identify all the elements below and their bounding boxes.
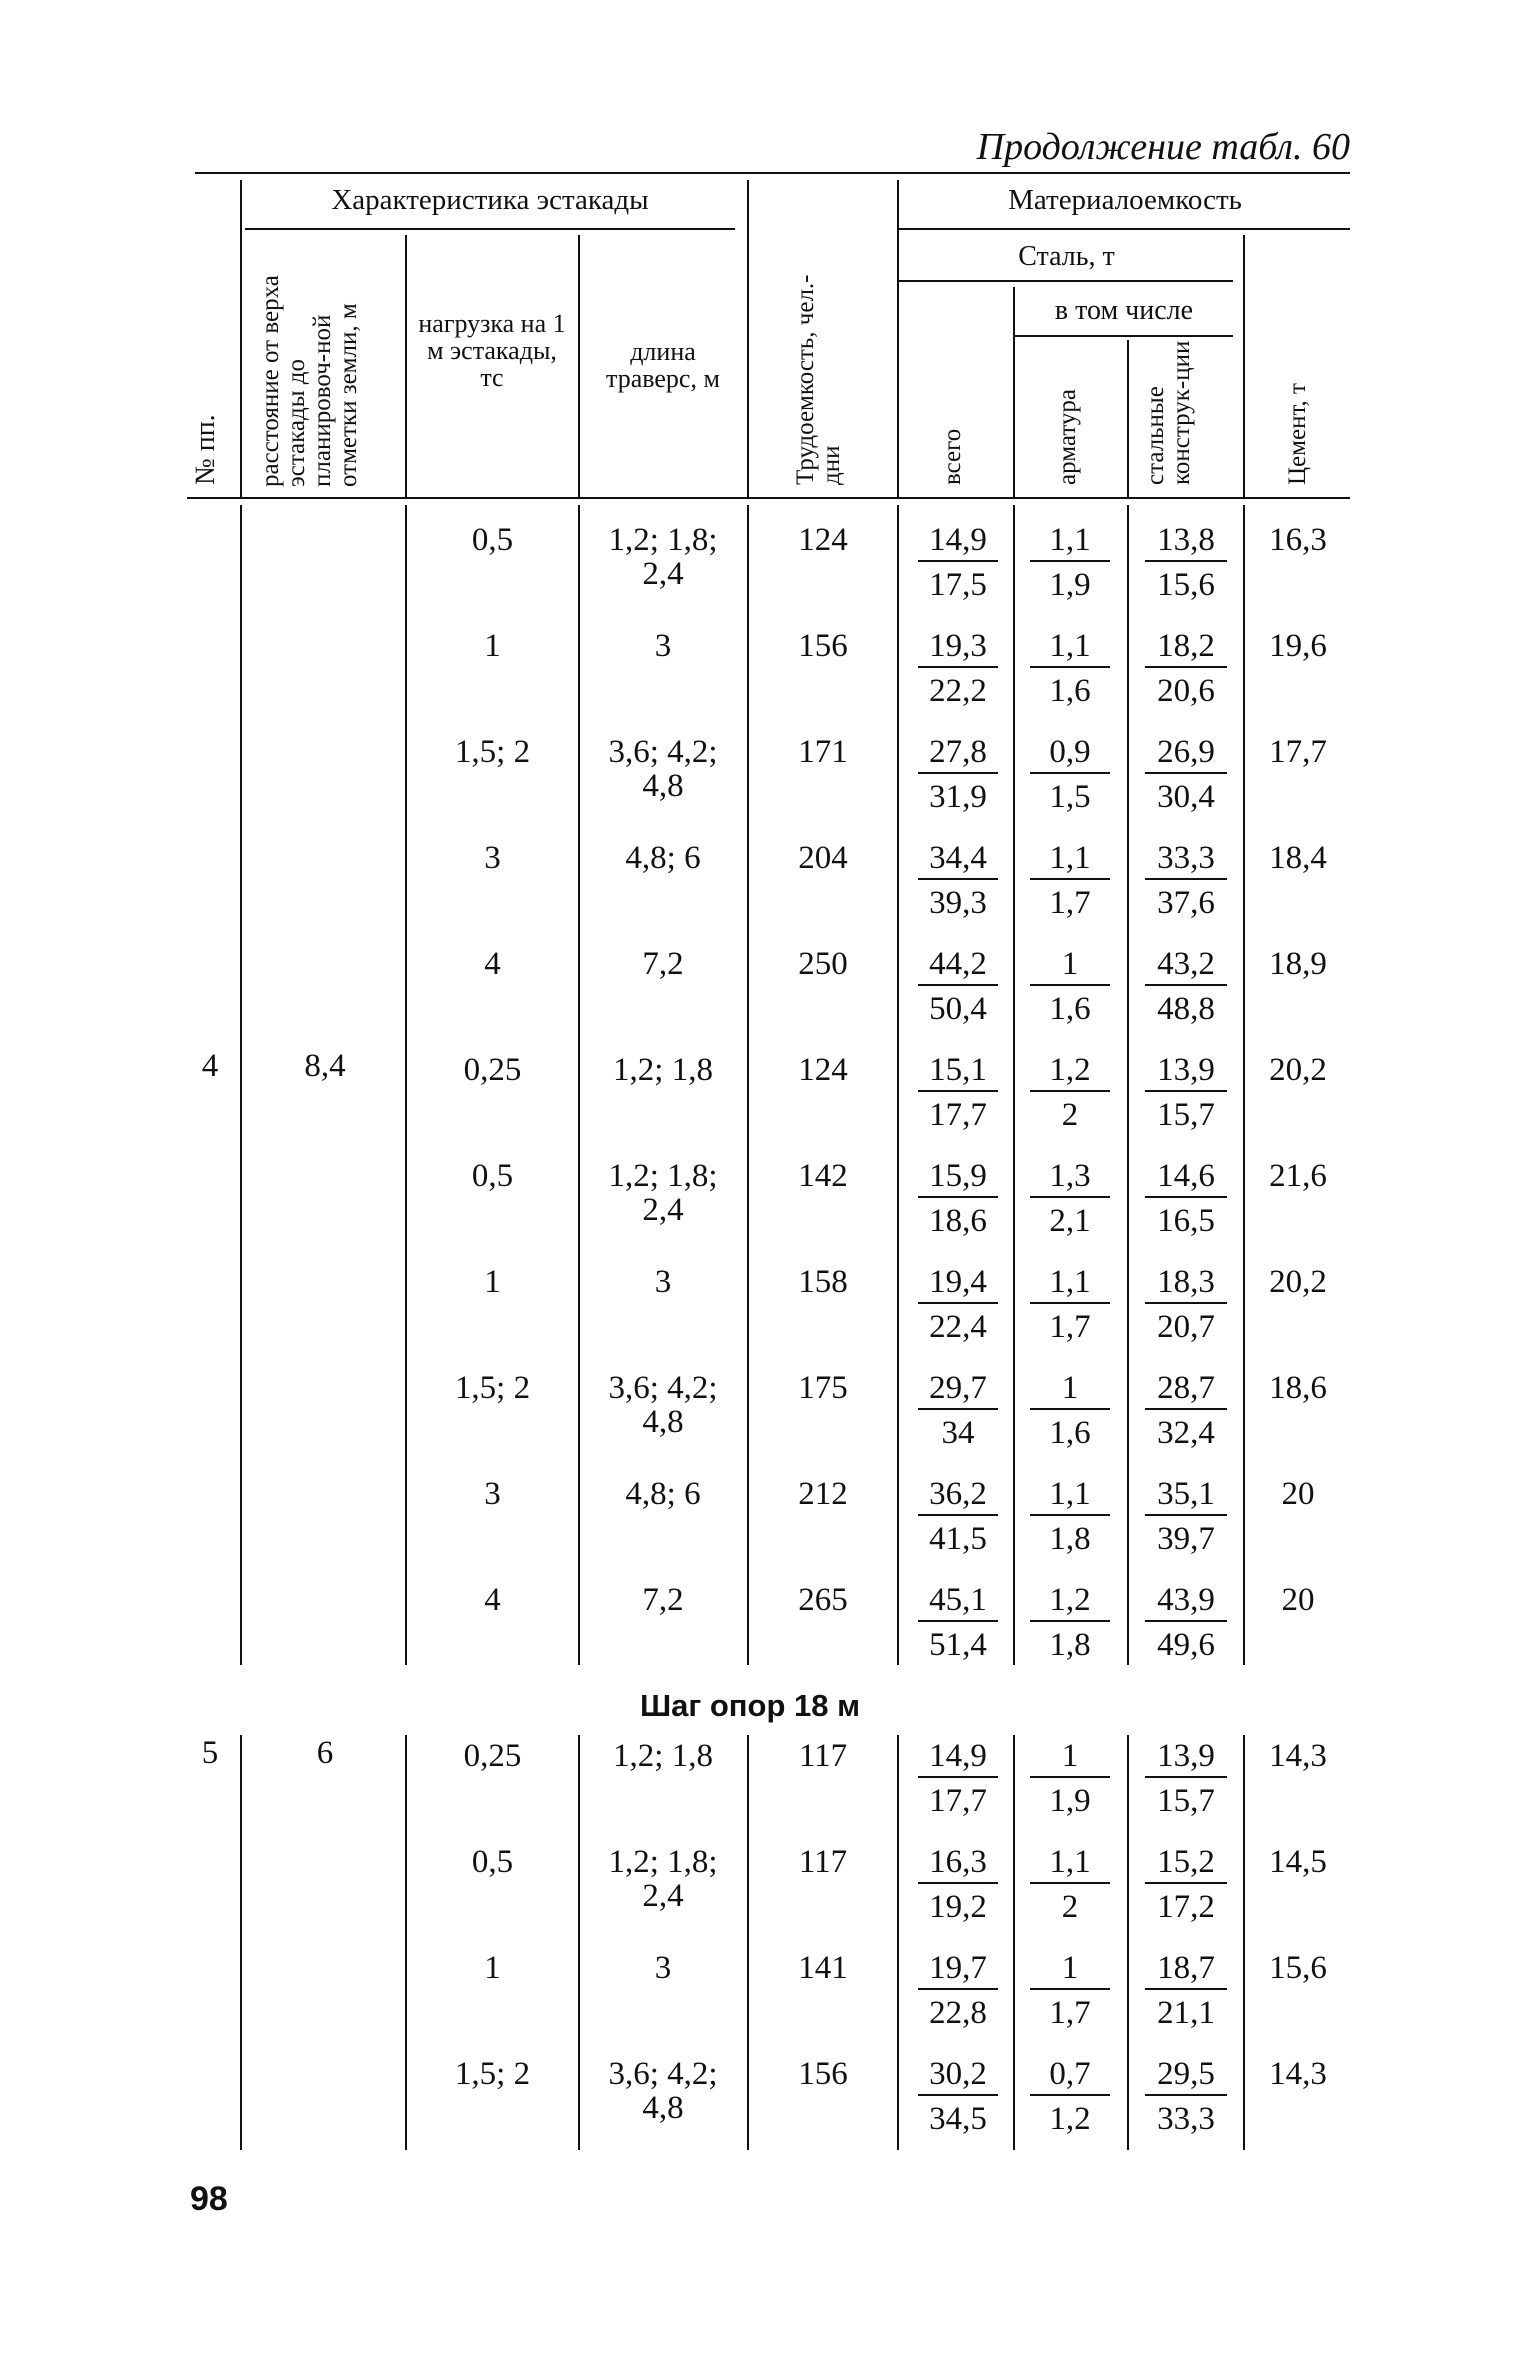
row-labor: 156 [798, 2056, 848, 2092]
row-labor: 124 [798, 1052, 848, 1088]
row-rebar-denominator: 2 [1061, 1097, 1079, 1133]
row-labor: 175 [798, 1370, 848, 1406]
row-total [918, 1050, 998, 1132]
row-steel-denominator: 32,4 [1157, 1415, 1215, 1451]
row-length: 3 [654, 1264, 672, 1300]
row-rebar-numerator: 1 [1030, 1736, 1110, 1778]
row-total [918, 1156, 998, 1238]
row-length-cont: 4,8 [642, 2090, 684, 2126]
header-bottom-rule [187, 497, 1350, 499]
row-labor: 204 [798, 840, 848, 876]
row-rebar-numerator: 1,2 [1030, 1580, 1110, 1622]
row-rebar-denominator: 1,6 [1049, 991, 1091, 1027]
row-total-numerator: 30,2 [918, 2054, 998, 2096]
body-vrule [1013, 1735, 1015, 2150]
group-b-distance: 6 [316, 1735, 334, 1771]
row-steel-denominator: 15,7 [1157, 1783, 1215, 1819]
header-length: длина траверс, м [606, 337, 720, 393]
body-vrule [578, 1735, 580, 2150]
row-steel-denominator: 33,3 [1157, 2101, 1215, 2137]
row-total [918, 838, 998, 920]
row-length: 1,2; 1,8; [608, 522, 718, 558]
row-rebar-denominator: 1,5 [1049, 779, 1091, 815]
body-vrule [1127, 505, 1129, 1665]
body-vrule [578, 505, 580, 1665]
row-rebar-numerator: 1,3 [1030, 1156, 1110, 1198]
row-load: 3 [484, 1476, 501, 1512]
row-total-numerator: 19,3 [918, 626, 998, 668]
page-number: 98 [190, 2180, 228, 2218]
row-steel [1145, 1050, 1227, 1132]
row-rebar [1030, 732, 1110, 814]
row-cement: 18,9 [1269, 946, 1327, 982]
row-steel-numerator: 18,7 [1145, 1948, 1227, 1990]
steel-rule [898, 280, 1233, 282]
header-total: всего [939, 428, 966, 485]
row-length: 1,2; 1,8; [608, 1844, 718, 1880]
row-steel-numerator: 18,2 [1145, 626, 1227, 668]
group-a-num: 4 [201, 1048, 219, 1084]
group-b-num: 5 [201, 1735, 219, 1771]
row-cement: 20,2 [1269, 1052, 1327, 1088]
row-rebar-denominator: 1,8 [1049, 1627, 1091, 1663]
row-rebar-denominator: 1,6 [1049, 673, 1091, 709]
row-steel-denominator: 20,7 [1157, 1309, 1215, 1345]
row-steel-numerator: 29,5 [1145, 2054, 1227, 2096]
row-total-denominator: 17,5 [929, 567, 987, 603]
incl-rule [1015, 335, 1233, 337]
header-vrule [1127, 340, 1129, 497]
row-rebar [1030, 1050, 1110, 1132]
header-num: № пп. [190, 414, 221, 485]
row-total-denominator: 34,5 [929, 2101, 987, 2137]
row-total-numerator: 27,8 [918, 732, 998, 774]
row-rebar [1030, 1474, 1110, 1556]
row-rebar [1030, 1156, 1110, 1238]
row-rebar [1030, 1368, 1110, 1450]
row-steel [1145, 1368, 1227, 1450]
header-steel-struct: стальные конструк-ции [1142, 340, 1195, 485]
row-steel-numerator: 33,3 [1145, 838, 1227, 880]
row-steel-numerator: 13,8 [1145, 520, 1227, 562]
header-distance: расстояние от верха эстакады до планировоч-ной отметки земли, м [257, 275, 362, 487]
row-length-cont: 2,4 [642, 1192, 684, 1228]
row-total [918, 626, 998, 708]
row-rebar-denominator: 1,9 [1049, 567, 1091, 603]
row-rebar-numerator: 1,2 [1030, 1050, 1110, 1092]
row-steel-numerator: 14,6 [1145, 1156, 1227, 1198]
row-length: 1,2; 1,8 [613, 1052, 713, 1088]
row-rebar-denominator: 1,2 [1049, 2101, 1091, 2137]
row-cement: 20 [1281, 1476, 1315, 1512]
row-steel [1145, 1156, 1227, 1238]
header-incl: в том числе [1054, 295, 1194, 326]
body-vrule [897, 505, 899, 1665]
row-total-numerator: 15,9 [918, 1156, 998, 1198]
row-steel-denominator: 21,1 [1157, 1995, 1215, 2031]
row-rebar [1030, 626, 1110, 708]
row-length-cont: 4,8 [642, 1404, 684, 1440]
row-rebar [1030, 1580, 1110, 1662]
row-steel-denominator: 15,7 [1157, 1097, 1215, 1133]
row-cement: 20,2 [1269, 1264, 1327, 1300]
row-load: 4 [484, 946, 501, 982]
row-steel-numerator: 43,2 [1145, 944, 1227, 986]
row-labor: 117 [798, 1738, 848, 1774]
row-length: 3,6; 4,2; [608, 1370, 718, 1406]
row-total-numerator: 34,4 [918, 838, 998, 880]
row-steel-denominator: 20,6 [1157, 673, 1215, 709]
row-labor: 171 [798, 734, 848, 770]
row-load: 1 [484, 628, 501, 664]
row-total-numerator: 19,4 [918, 1262, 998, 1304]
row-cement: 20 [1281, 1582, 1315, 1618]
row-rebar-denominator: 1,7 [1049, 1309, 1091, 1345]
row-length: 3 [654, 1950, 672, 1986]
row-steel-numerator: 43,9 [1145, 1580, 1227, 1622]
row-load: 1 [484, 1950, 501, 1986]
row-length: 1,2; 1,8; [608, 1158, 718, 1194]
row-steel [1145, 2054, 1227, 2136]
row-total [918, 520, 998, 602]
row-total-numerator: 44,2 [918, 944, 998, 986]
row-total-numerator: 15,1 [918, 1050, 998, 1092]
row-steel-numerator: 28,7 [1145, 1368, 1227, 1410]
row-steel [1145, 520, 1227, 602]
body-vrule [240, 505, 242, 1665]
row-rebar [1030, 520, 1110, 602]
row-steel [1145, 1736, 1227, 1818]
row-total [918, 732, 998, 814]
row-load: 0,5 [471, 522, 514, 558]
row-steel-numerator: 35,1 [1145, 1474, 1227, 1516]
row-cement: 14,5 [1269, 1844, 1327, 1880]
row-rebar-numerator: 1,1 [1030, 1842, 1110, 1884]
row-steel-numerator: 26,9 [1145, 732, 1227, 774]
row-total-denominator: 18,6 [929, 1203, 987, 1239]
char-group-rule [245, 228, 735, 230]
row-rebar-denominator: 1,7 [1049, 1995, 1091, 2031]
row-steel [1145, 944, 1227, 1026]
row-length: 4,8; 6 [625, 1476, 701, 1512]
row-total-numerator: 14,9 [918, 520, 998, 562]
row-steel-denominator: 30,4 [1157, 779, 1215, 815]
table-caption: Продолжение табл. 60 [976, 126, 1350, 168]
row-total [918, 1580, 998, 1662]
row-total-denominator: 50,4 [929, 991, 987, 1027]
row-steel [1145, 1474, 1227, 1556]
table-top-rule [195, 172, 1350, 174]
row-total-numerator: 36,2 [918, 1474, 998, 1516]
row-length: 3,6; 4,2; [608, 734, 718, 770]
row-total-denominator: 17,7 [929, 1097, 987, 1133]
row-steel-denominator: 15,6 [1157, 567, 1215, 603]
row-total [918, 1948, 998, 2030]
row-load: 0,25 [463, 1738, 522, 1774]
row-total-denominator: 22,2 [929, 673, 987, 709]
row-labor: 250 [798, 946, 848, 982]
row-load: 0,5 [471, 1158, 514, 1194]
row-steel-numerator: 15,2 [1145, 1842, 1227, 1884]
header-vrule [578, 235, 580, 497]
row-labor: 212 [798, 1476, 848, 1512]
row-total-denominator: 34 [941, 1415, 975, 1451]
row-load: 1,5; 2 [454, 2056, 531, 2092]
row-length-cont: 2,4 [642, 556, 684, 592]
row-total-numerator: 19,7 [918, 1948, 998, 1990]
row-steel-denominator: 48,8 [1157, 991, 1215, 1027]
row-total-denominator: 31,9 [929, 779, 987, 815]
header-labor: Трудоемкость, чел.-дни [792, 274, 845, 485]
row-rebar-numerator: 1,1 [1030, 520, 1110, 562]
row-total-numerator: 45,1 [918, 1580, 998, 1622]
row-load: 1 [484, 1264, 501, 1300]
row-rebar [1030, 838, 1110, 920]
row-total-numerator: 29,7 [918, 1368, 998, 1410]
group-a-distance: 8,4 [304, 1048, 346, 1084]
row-labor: 141 [798, 1950, 848, 1986]
row-rebar-numerator: 1,1 [1030, 1474, 1110, 1516]
row-cement: 18,4 [1269, 840, 1327, 876]
row-load: 3 [484, 840, 501, 876]
row-steel [1145, 1262, 1227, 1344]
header-vrule [240, 180, 242, 497]
row-total [918, 2054, 998, 2136]
row-labor: 124 [798, 522, 848, 558]
row-total [918, 1842, 998, 1924]
row-steel-denominator: 16,5 [1157, 1203, 1215, 1239]
row-load: 1,5; 2 [454, 1370, 531, 1406]
row-steel-denominator: 39,7 [1157, 1521, 1215, 1557]
row-length: 1,2; 1,8 [613, 1738, 713, 1774]
row-cement: 14,3 [1269, 2056, 1327, 2092]
header-vrule [1243, 235, 1245, 497]
body-vrule [240, 1735, 242, 2150]
row-cement: 17,7 [1269, 734, 1327, 770]
row-rebar-denominator: 1,6 [1049, 1415, 1091, 1451]
row-labor: 265 [798, 1582, 848, 1618]
row-load: 0,5 [471, 1844, 514, 1880]
row-labor: 158 [798, 1264, 848, 1300]
body-vrule [897, 1735, 899, 2150]
body-vrule [405, 1735, 407, 2150]
row-cement: 16,3 [1269, 522, 1327, 558]
row-steel-denominator: 49,6 [1157, 1627, 1215, 1663]
header-vrule [405, 235, 407, 497]
row-steel [1145, 1580, 1227, 1662]
row-rebar [1030, 2054, 1110, 2136]
row-length-cont: 4,8 [642, 768, 684, 804]
row-total-numerator: 16,3 [918, 1842, 998, 1884]
body-vrule [1243, 1735, 1245, 2150]
header-vrule [897, 180, 899, 497]
row-steel-numerator: 13,9 [1145, 1736, 1227, 1778]
row-steel-numerator: 13,9 [1145, 1050, 1227, 1092]
row-rebar-numerator: 1 [1030, 1948, 1110, 1990]
row-rebar-numerator: 1 [1030, 944, 1110, 986]
section-title: Шаг опор 18 м [639, 1688, 861, 1723]
row-rebar-numerator: 1 [1030, 1368, 1110, 1410]
row-rebar-numerator: 1,1 [1030, 838, 1110, 880]
row-rebar-denominator: 1,8 [1049, 1521, 1091, 1557]
row-total-denominator: 22,4 [929, 1309, 987, 1345]
row-cement: 18,6 [1269, 1370, 1327, 1406]
body-vrule [1013, 505, 1015, 1665]
row-rebar-denominator: 2 [1061, 1889, 1079, 1925]
row-length: 4,8; 6 [625, 840, 701, 876]
row-rebar [1030, 1948, 1110, 2030]
row-cement: 19,6 [1269, 628, 1327, 664]
row-rebar-numerator: 0,9 [1030, 732, 1110, 774]
row-steel [1145, 838, 1227, 920]
row-total [918, 1368, 998, 1450]
row-labor: 156 [798, 628, 848, 664]
header-rebar: арматура [1054, 388, 1081, 485]
header-cement: Цемент, т [1284, 383, 1311, 485]
row-total [918, 1474, 998, 1556]
row-rebar-numerator: 1,1 [1030, 1262, 1110, 1304]
row-rebar [1030, 944, 1110, 1026]
header-materials: Материалоемкость [1008, 184, 1242, 216]
row-steel-denominator: 17,2 [1157, 1889, 1215, 1925]
row-steel-denominator: 37,6 [1157, 885, 1215, 921]
row-rebar-numerator: 0,7 [1030, 2054, 1110, 2096]
row-total [918, 1262, 998, 1344]
body-vrule [1243, 505, 1245, 1665]
row-steel [1145, 626, 1227, 708]
header-load: нагрузка на 1 м эстакады, тс [418, 309, 566, 392]
row-rebar-numerator: 1,1 [1030, 626, 1110, 668]
row-total-denominator: 41,5 [929, 1521, 987, 1557]
row-labor: 117 [798, 1844, 848, 1880]
row-cement: 15,6 [1269, 1950, 1327, 1986]
body-vrule [747, 505, 749, 1665]
row-steel [1145, 1948, 1227, 2030]
row-total-denominator: 51,4 [929, 1627, 987, 1663]
header-char-group: Характеристика эстакады [331, 184, 649, 216]
row-total-numerator: 14,9 [918, 1736, 998, 1778]
body-vrule [405, 505, 407, 1665]
row-rebar-denominator: 2,1 [1049, 1203, 1091, 1239]
row-rebar-denominator: 1,7 [1049, 885, 1091, 921]
row-labor: 142 [798, 1158, 848, 1194]
row-steel [1145, 1842, 1227, 1924]
row-total-denominator: 39,3 [929, 885, 987, 921]
row-cement: 14,3 [1269, 1738, 1327, 1774]
row-length: 7,2 [642, 1582, 684, 1618]
row-total-denominator: 22,8 [929, 1995, 987, 2031]
materials-rule [898, 228, 1350, 230]
header-vrule [747, 180, 749, 497]
row-cement: 21,6 [1269, 1158, 1327, 1194]
row-load: 1,5; 2 [454, 734, 531, 770]
row-total [918, 1736, 998, 1818]
body-vrule [1127, 1735, 1129, 2150]
row-rebar [1030, 1262, 1110, 1344]
row-load: 4 [484, 1582, 501, 1618]
row-total-denominator: 19,2 [929, 1889, 987, 1925]
body-vrule [747, 1735, 749, 2150]
row-total-denominator: 17,7 [929, 1783, 987, 1819]
row-load: 0,25 [463, 1052, 522, 1088]
row-length: 3,6; 4,2; [608, 2056, 718, 2092]
row-steel-numerator: 18,3 [1145, 1262, 1227, 1304]
row-length: 7,2 [642, 946, 684, 982]
row-total [918, 944, 998, 1026]
row-rebar [1030, 1736, 1110, 1818]
row-rebar-denominator: 1,9 [1049, 1783, 1091, 1819]
header-steel: Сталь, т [1018, 241, 1115, 272]
row-length-cont: 2,4 [642, 1878, 684, 1914]
row-length: 3 [654, 628, 672, 664]
row-rebar [1030, 1842, 1110, 1924]
row-steel [1145, 732, 1227, 814]
